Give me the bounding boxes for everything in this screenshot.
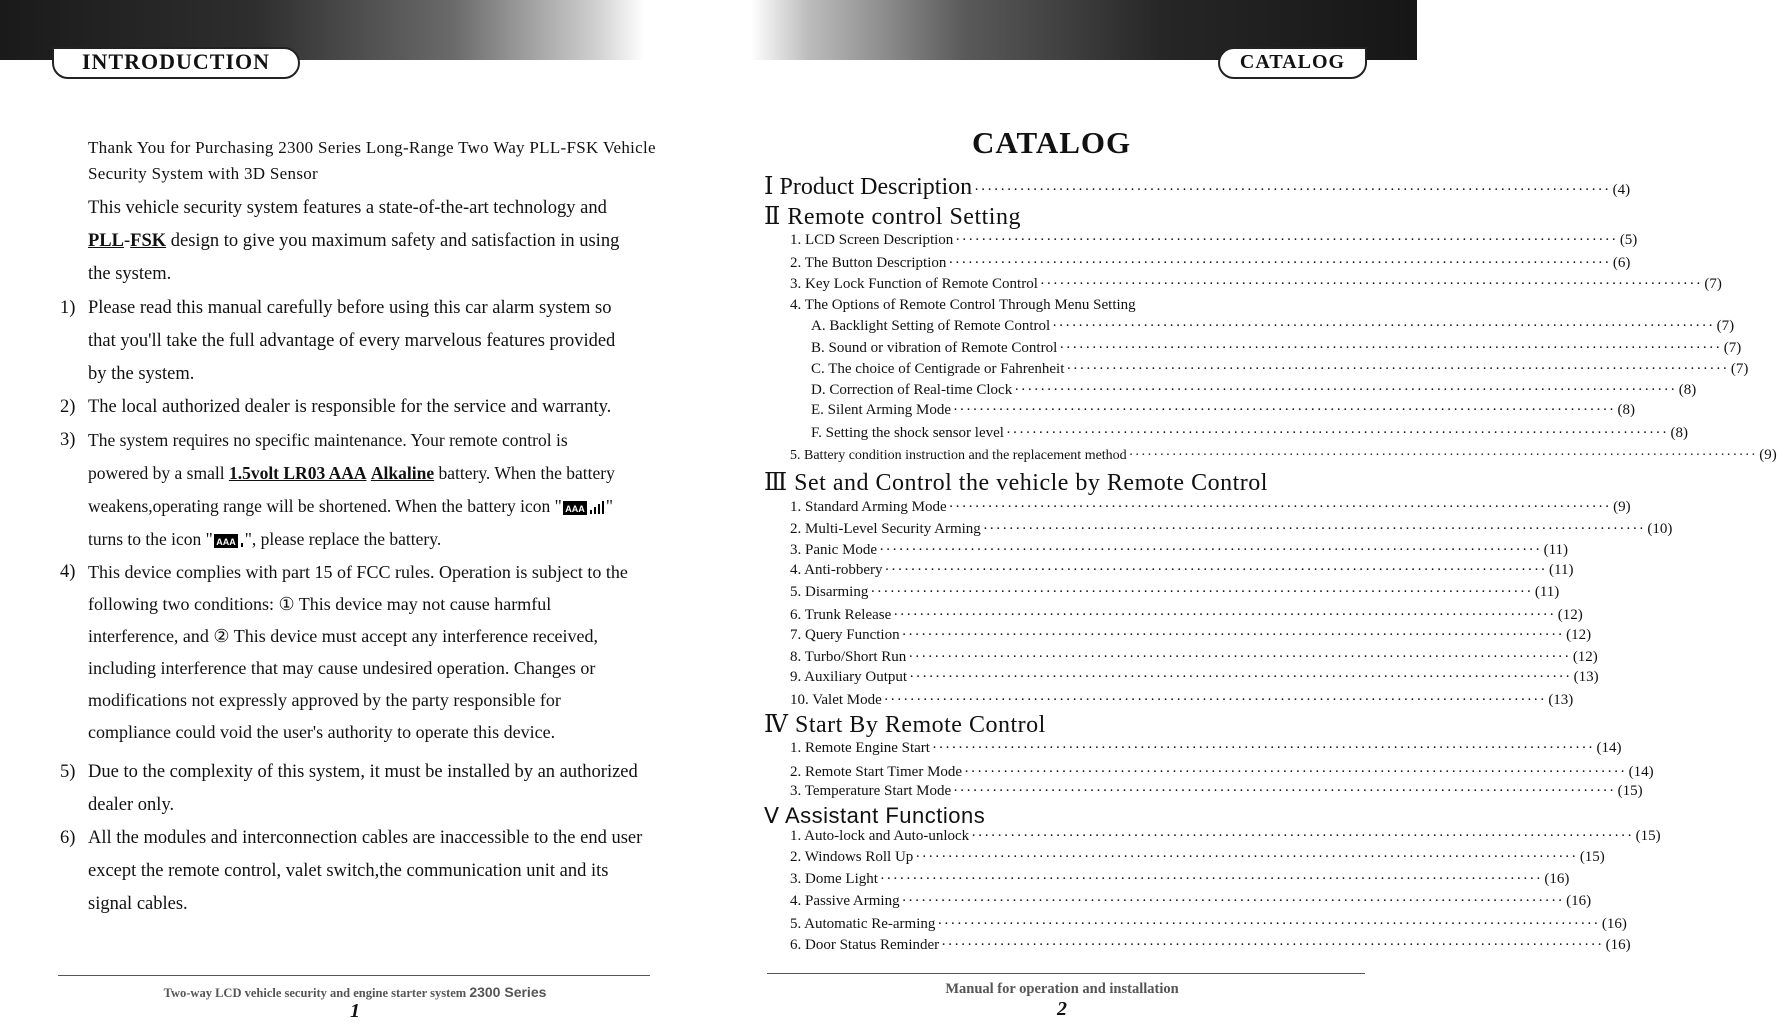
toc-page: (12) xyxy=(1557,607,1583,623)
toc-page: (15) xyxy=(1617,783,1643,799)
svg-text:AAA: AAA xyxy=(565,503,585,514)
toc-page: (15) xyxy=(1635,828,1661,844)
quote: " xyxy=(605,496,613,516)
battery-low-icon xyxy=(213,533,245,549)
dash-text: - xyxy=(123,231,131,251)
toc-dots: ······································································································ xyxy=(948,499,1612,515)
item-line: All the modules and interconnection cables are inaccessible to the end user xyxy=(88,828,643,848)
catalog-page xyxy=(712,80,1777,1034)
toc-page: (14) xyxy=(1628,764,1654,780)
toc-page: (11) xyxy=(1549,562,1574,578)
toc-entry[interactable] xyxy=(790,584,1560,601)
item-line: modifications not expressly approved by the party responsible for xyxy=(88,690,561,710)
toc-page: (8) xyxy=(1617,402,1636,418)
toc-label: 5. Automatic Re-arming xyxy=(790,916,936,932)
toc-entry[interactable] xyxy=(811,425,1688,442)
toc-dots: ······································································································ xyxy=(1039,276,1703,292)
toc-entry[interactable] xyxy=(790,916,1627,933)
toc-entry[interactable] xyxy=(790,607,1583,624)
item-line: dealer only. xyxy=(88,795,175,815)
battery-text-a: powered by a small xyxy=(88,463,229,483)
toc-entry[interactable] xyxy=(790,627,1592,644)
toc-dots: ······································································································ xyxy=(971,828,1634,844)
toc-label: 3. Dome Light xyxy=(790,871,878,887)
item-line: Due to the complexity of this system, it must be installed by an authorized xyxy=(88,762,638,782)
features-line-1: This vehicle security system features a state-of-the-art technology and xyxy=(88,198,607,218)
toc-dots: ······································································································ xyxy=(893,607,1556,623)
item-line: The local authorized dealer is responsible for the service and warranty. xyxy=(88,397,612,417)
toc-label: 5. Battery condition instruction and the replacement method xyxy=(790,448,1127,463)
features-line-2-rest: design to give you maximum safety and satisfaction in using xyxy=(166,231,620,251)
battery-text-e: battery. When the battery xyxy=(434,463,615,483)
toc-dots: ······································································································ xyxy=(883,692,1547,708)
toc-dots: ······································································································ xyxy=(937,916,1600,932)
toc-label: 6. Trunk Release xyxy=(790,607,892,623)
item-line: compliance could void the user's authority to operate this device. xyxy=(88,722,556,742)
footer-divider xyxy=(58,975,650,976)
toc-label: 2. Windows Roll Up xyxy=(790,849,914,865)
toc-dots: ······································································································ xyxy=(884,562,1547,578)
toc-label: 2. Multi-Level Security Arming xyxy=(790,521,981,537)
toc-entry[interactable] xyxy=(811,318,1735,335)
toc-label: A. Backlight Setting of Remote Control xyxy=(811,318,1051,334)
toc-entry[interactable] xyxy=(790,893,1592,910)
toc-page: (16) xyxy=(1544,871,1570,887)
toc-page: (5) xyxy=(1619,232,1638,248)
toc-page: (7) xyxy=(1730,361,1749,377)
toc-page: (16) xyxy=(1566,893,1592,909)
toc-entry[interactable] xyxy=(790,521,1673,538)
toc-label: 1. LCD Screen Description xyxy=(790,232,954,248)
toc-label: 3. Panic Mode xyxy=(790,542,878,558)
toc-page: (12) xyxy=(1566,627,1592,643)
toc-label: 8. Turbo/Short Run xyxy=(790,649,907,665)
toc-page: (8) xyxy=(1670,425,1688,441)
toc-label: 5. Disarming xyxy=(790,584,869,600)
item-number: 6) xyxy=(60,828,76,848)
toc-dots: ······································································································ xyxy=(908,649,1571,665)
toc-entry[interactable] xyxy=(790,297,1360,314)
item-line xyxy=(88,490,652,523)
toc-label: 3. Key Lock Function of Remote Control xyxy=(790,276,1038,292)
item-number: 3) xyxy=(60,430,76,450)
toc-dots: ······································································································ xyxy=(1059,340,1722,356)
toc-dots: ······································································································ xyxy=(870,584,1533,600)
toc-dots: ······································································································ xyxy=(901,627,1565,643)
toc-dots: ······································································································ xyxy=(1005,425,1669,441)
battery-type: 1.5volt LR03 AAA xyxy=(228,463,367,483)
toc-page: (6) xyxy=(1612,255,1631,271)
battery-full-icon xyxy=(562,500,606,516)
toc-entry[interactable] xyxy=(790,783,1643,800)
section-heading: Ⅱ Remote control Setting xyxy=(764,204,1021,230)
toc-entry[interactable] xyxy=(811,382,1697,399)
toc-entry[interactable] xyxy=(790,828,1661,845)
toc-label: 1. Standard Arming Mode xyxy=(790,499,947,515)
svg-text:AAA: AAA xyxy=(216,536,236,547)
toc-label: 4. The Options of Remote Control Through Menu Setting xyxy=(790,297,1136,313)
section-heading: Ⅳ Start By Remote Control xyxy=(764,712,1046,738)
item-line: that you'll take the full advantage of every marvelous features provided xyxy=(88,331,616,351)
footer-series: 2300 Series xyxy=(469,984,547,1000)
toc-page: (7) xyxy=(1723,340,1742,356)
features-line-2 xyxy=(88,225,652,258)
toc-label: 10. Valet Mode xyxy=(790,692,882,708)
toc-dots: ······································································································ xyxy=(879,871,1543,887)
toc-page: (16) xyxy=(1601,916,1627,932)
toc-page: (14) xyxy=(1596,740,1622,756)
toc-dots: ······································································································ xyxy=(1066,361,1729,377)
alkaline-text: Alkaline xyxy=(370,463,435,483)
toc-entry[interactable] xyxy=(811,340,1742,357)
toc-label: 7. Query Function xyxy=(790,627,900,643)
toc-dots: ······································································································ xyxy=(931,740,1595,756)
toc-page: (4) xyxy=(1612,182,1631,198)
toc-label: 4. Passive Arming xyxy=(790,893,900,909)
item-line: The system requires no specific maintenance. Your remote control is xyxy=(88,430,568,450)
item-line xyxy=(88,523,652,556)
toc-page: (16) xyxy=(1605,937,1631,953)
toc-dots: ······································································································ xyxy=(953,783,1616,799)
toc-label: 2. The Button Description xyxy=(790,255,947,271)
toc-page: (11) xyxy=(1534,584,1560,600)
item-line: including interference that may cause undesired operation. Changes or xyxy=(88,658,596,678)
toc-entry[interactable] xyxy=(811,361,1749,378)
item-number: 5) xyxy=(60,762,76,782)
battery-full-text: weakens,operating range will be shortened. When the battery icon " xyxy=(88,496,562,516)
toc-dots: ······································································································ xyxy=(1128,448,1758,463)
item-line xyxy=(88,457,652,490)
item-line: by the system. xyxy=(88,364,195,384)
page-number: 1 xyxy=(350,1000,360,1022)
intro-text: Thank You for Purchasing 2300 Series Long-Range Two Way PLL-FSK Vehicle Security System with 3D Sensor xyxy=(88,138,656,183)
toc-entry[interactable] xyxy=(790,849,1605,866)
toc-entry[interactable] xyxy=(790,232,1638,249)
toc-label: 9. Auxiliary Output xyxy=(790,669,908,685)
toc-label: 6. Door Status Reminder xyxy=(790,937,940,953)
toc-entry[interactable] xyxy=(790,692,1574,709)
toc-dots: ······································································································ xyxy=(941,937,1604,953)
toc-entry[interactable] xyxy=(790,255,1631,272)
toc-entry[interactable] xyxy=(790,669,1599,686)
toc-dots: ······································································································ xyxy=(953,402,1616,418)
toc-entry[interactable] xyxy=(790,764,1654,781)
toc-entry[interactable] xyxy=(790,740,1622,757)
toc-label: 1. Remote Engine Start xyxy=(790,740,930,756)
item-line: except the remote control, valet switch,the communication unit and its xyxy=(88,861,609,881)
toc-page: (9) xyxy=(1759,447,1777,463)
features-line-3: the system. xyxy=(88,264,172,284)
toc-page: (10) xyxy=(1647,521,1673,537)
paragraph-features xyxy=(88,192,652,291)
toc-entry[interactable] xyxy=(790,447,1777,464)
toc-entry[interactable] xyxy=(790,871,1570,888)
toc-entry[interactable] xyxy=(790,649,1598,666)
catalog-tab: CATALOG xyxy=(1218,47,1367,79)
toc-dots: ······································································································ xyxy=(915,849,1578,865)
toc-page: (15) xyxy=(1579,849,1605,865)
toc-entry[interactable] xyxy=(790,542,1569,559)
toc-dots: ······································································································ xyxy=(1014,382,1677,398)
introduction-tab: INTRODUCTION xyxy=(52,47,300,79)
toc-label: D. Correction of Real-time Clock xyxy=(811,382,1013,398)
toc-page: (13) xyxy=(1548,692,1574,708)
item-line: interference, and ② This device must accept any interference received, xyxy=(88,626,599,646)
toc-page: (11) xyxy=(1543,542,1569,558)
pll-text: PLL xyxy=(88,231,124,251)
toc-label: C. The choice of Centigrade or Fahrenheit xyxy=(811,361,1065,377)
toc-dots: ······································································································ xyxy=(955,232,1618,248)
item-number: 2) xyxy=(60,397,76,417)
toc-entry[interactable] xyxy=(790,562,1574,579)
toc-page: (7) xyxy=(1716,318,1735,334)
footer-text xyxy=(90,984,620,1001)
page-number: 2 xyxy=(1057,998,1067,1020)
fsk-text: FSK xyxy=(130,231,167,251)
item-line: This device complies with part 15 of FCC rules. Operation is subject to the xyxy=(88,562,628,582)
item-line: following two conditions: ① This device may not cause harmful xyxy=(88,594,552,614)
toc-label: 3. Temperature Start Mode xyxy=(790,783,952,799)
item-number: 4) xyxy=(60,562,76,582)
toc-page: (9) xyxy=(1613,499,1631,515)
toc-dots: ······································································································ xyxy=(901,893,1565,909)
toc-entry[interactable] xyxy=(764,172,1631,201)
toc-label: F. Setting the shock sensor level xyxy=(811,425,1004,441)
toc-label: 2. Remote Start Timer Mode xyxy=(790,764,963,780)
toc-label: Ⅰ Product Description xyxy=(764,174,973,200)
footer-text: Manual for operation and installation xyxy=(945,981,1179,997)
toc-page: (12) xyxy=(1572,649,1598,665)
toc-dots: ······································································································ xyxy=(879,542,1542,558)
item-number: 1) xyxy=(60,298,76,318)
battery-low-text: turns to the icon " xyxy=(88,529,213,549)
toc-page: (7) xyxy=(1704,276,1722,292)
catalog-title: CATALOG xyxy=(972,125,1132,160)
toc-entry[interactable] xyxy=(790,937,1631,954)
toc-entry[interactable] xyxy=(811,402,1636,419)
introduction-page xyxy=(0,80,705,1034)
footer-divider xyxy=(767,973,1365,974)
section-heading: Ⅲ Set and Control the vehicle by Remote Control xyxy=(764,470,1268,496)
footer-caption: Two-way LCD vehicle security and engine starter system xyxy=(163,986,467,1000)
toc-dots: ·································································································· xyxy=(974,182,1611,198)
toc-label: E. Silent Arming Mode xyxy=(811,402,951,418)
toc-dots: ······································································································ xyxy=(1052,318,1715,334)
toc-label: B. Sound or vibration of Remote Control xyxy=(811,340,1058,356)
toc-dots: ······································································································ xyxy=(964,764,1627,780)
toc-dots: ······································································································ xyxy=(909,669,1572,685)
replace-text: ", please replace the battery. xyxy=(244,529,442,549)
toc-dots: ······································································································ xyxy=(948,255,1611,271)
section-heading: Ⅴ Assistant Functions xyxy=(764,803,986,828)
toc-label: 1. Auto-lock and Auto-unlock xyxy=(790,828,970,844)
toc-entry[interactable] xyxy=(790,499,1631,516)
toc-page: (8) xyxy=(1678,382,1697,398)
toc-entry[interactable] xyxy=(790,276,1722,293)
toc-dots: ······································································································ xyxy=(982,521,1646,537)
item-line: signal cables. xyxy=(88,894,188,914)
toc-page: (13) xyxy=(1573,669,1599,685)
item-line: Please read this manual carefully before using this car alarm system so xyxy=(88,298,612,318)
toc-label: 4. Anti-robbery xyxy=(790,562,883,578)
